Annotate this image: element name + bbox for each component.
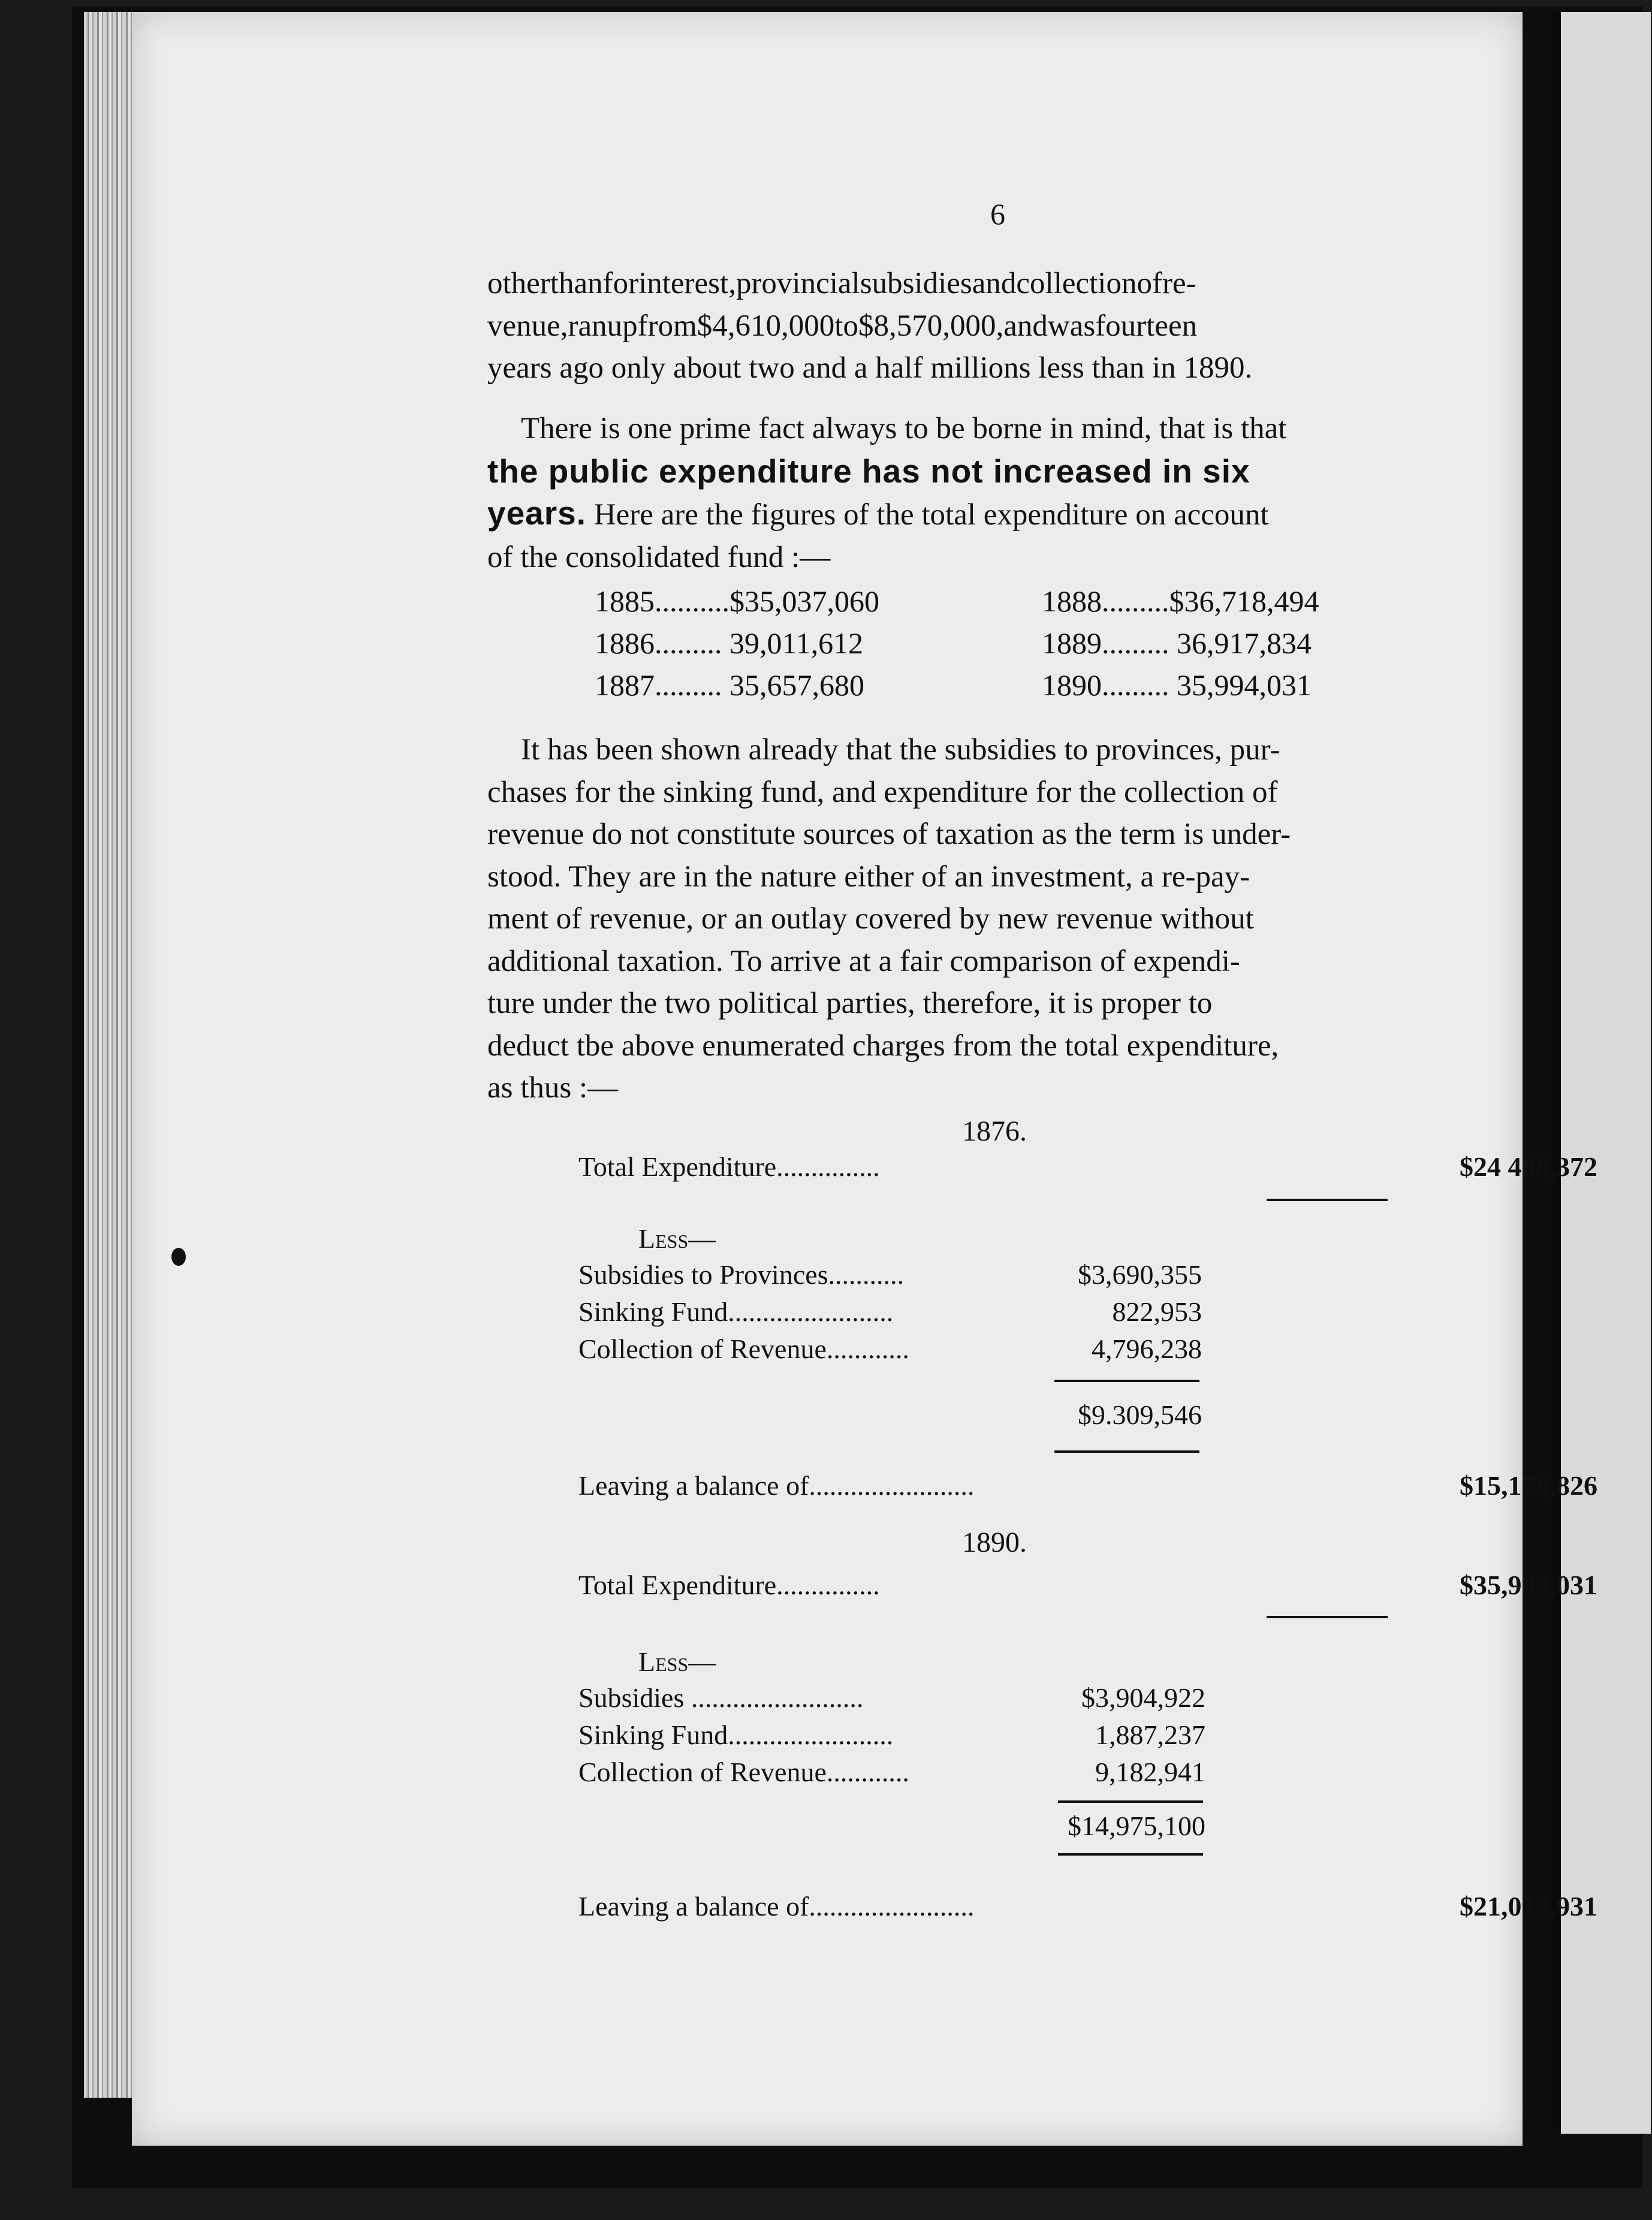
text-line: It has been shown already that the subsidies to provinces, pur- [521,733,1280,767]
year-label: 1890 [1042,668,1102,702]
text-line [487,305,1500,348]
underline-rule [1058,1800,1203,1803]
word: and [972,267,1017,300]
text-line: ture under the two political parties, therefore, it is proper to [487,987,1213,1020]
total-value: $24 488,372 [1460,1151,1597,1182]
paragraph-2 [487,408,1500,578]
deduction-label: Subsidies ......................... [578,1682,864,1713]
deduction-label: Sinking Fund........................ [578,1296,894,1327]
word: than [550,267,603,300]
subtotal-value: $14,975,100 [1068,1811,1205,1841]
deduction-value: 9,182,941 [1095,1757,1205,1787]
word: other [487,267,550,300]
leader-dots: ......... [1102,626,1169,660]
years-row [595,580,1401,622]
underline-rule [1267,1616,1388,1618]
text-line: There is one prime fact always to be borne in mind, that is that [521,412,1287,445]
text-line: stood. They are in the nature either of an investment, a re-pay- [487,859,1250,894]
word: fourteen [1095,309,1198,343]
word: ran [568,309,607,343]
word: interest, [638,267,736,300]
deduction-label: Collection of Revenue............ [578,1757,909,1787]
underline-rule [1054,1450,1199,1453]
year-cell [1042,580,1401,622]
underline-rule [1054,1380,1199,1382]
text-span: Here are the figures of the total expenditure on account [593,498,1269,532]
word: of [1136,267,1162,300]
subtotal-value: $9.309,546 [1078,1399,1202,1430]
leader-dots: .......... [655,584,729,618]
deduction-label: Subsidies to Provinces........... [578,1259,905,1290]
year-cell [1042,664,1401,706]
balance-value: $15,178,826 [1460,1470,1597,1501]
paragraph-1 [487,263,1500,390]
ledger-year: 1876. [962,1115,1027,1147]
year-cell [595,580,1042,622]
year-label: 1886 [595,626,655,660]
word: and [1003,309,1048,343]
text-line [487,263,1500,305]
text-line: deduct tbe above enumerated charges from the total expenditure, [487,1028,1279,1063]
total-label: Total Expenditure............... [578,1151,880,1182]
deduction-label: Collection of Revenue............ [578,1334,909,1364]
balance-value: $21,018,931 [1460,1891,1597,1922]
expenditure-years-table [595,580,1401,706]
leader-dots: ......... [655,668,722,702]
leader-dots: ......... [1102,668,1169,702]
year-label: 1887 [595,668,655,702]
text-line: chases for the sinking fund, and expenditure for the collection of [487,775,1278,809]
year-value: $35,037,060 [729,584,879,618]
year-label: 1889 [1042,626,1102,660]
year-value: 35,994,031 [1169,668,1312,702]
word: to [834,309,858,343]
deduction-value: $3,904,922 [1081,1682,1205,1713]
paragraph-3 [487,729,1500,1109]
page-number: 6 [990,197,1005,231]
year-cell [595,622,1042,664]
leader-dots: ......... [1102,584,1169,618]
year-cell [595,664,1042,706]
year-label: 1885 [595,584,655,618]
total-label: Total Expenditure............... [578,1570,880,1600]
year-value: 39,011,612 [722,626,864,660]
text-line: years ago only about two and a half millions less than in 1890. [487,351,1253,385]
emphasis-word: years. [487,494,587,532]
ledger-year: 1890. [962,1527,1027,1558]
years-row [595,622,1401,664]
facing-page-edge [1552,12,1651,2134]
deduction-value: $3,690,355 [1078,1259,1202,1290]
word: subsidies [860,267,972,300]
deduction-label: Sinking Fund........................ [578,1720,894,1750]
balance-label: Leaving a balance of........................ [578,1891,975,1922]
word: collection [1016,267,1137,300]
word: for [602,267,639,300]
word: provincial [735,267,860,300]
less-label: Less— [638,1223,716,1254]
text-line: additional taxation. To arrive at a fair comparison of expendi- [487,944,1240,978]
word: re- [1162,267,1196,300]
less-label: Less— [638,1646,716,1677]
underline-rule [1267,1199,1388,1201]
text-line: revenue do not constitute sources of taxation as the term is under- [487,818,1291,851]
year-value: 36,917,834 [1169,626,1312,660]
deduction-value: 4,796,238 [1092,1334,1202,1364]
balance-label: Leaving a balance of........................ [578,1470,975,1501]
word: from [637,309,697,343]
word: venue, [487,309,568,343]
deduction-value: 822,953 [1112,1296,1202,1327]
emphasis-line: the public expenditure has not increased in six [487,452,1250,490]
underline-rule [1058,1853,1203,1856]
word: $4,610,000 [697,309,835,343]
year-value: $36,718,494 [1169,584,1319,618]
text-line: of the consolidated fund :— [487,540,831,574]
scan-speck [171,1248,186,1266]
text-line [487,492,1500,536]
leader-dots: ......... [655,626,722,660]
word: up [607,309,638,343]
years-row [595,664,1401,706]
document-page [132,12,1597,2146]
year-value: 35,657,680 [722,668,864,702]
total-value: $35,994,031 [1460,1570,1597,1600]
text-line: as thus :— [487,1071,619,1105]
word: $8,570,000, [858,309,1004,343]
deduction-value: 1,887,237 [1095,1720,1205,1750]
year-label: 1888 [1042,584,1102,618]
year-cell [1042,622,1401,664]
word: was [1047,309,1096,343]
text-line: ment of revenue, or an outlay covered by new revenue without [487,902,1254,936]
